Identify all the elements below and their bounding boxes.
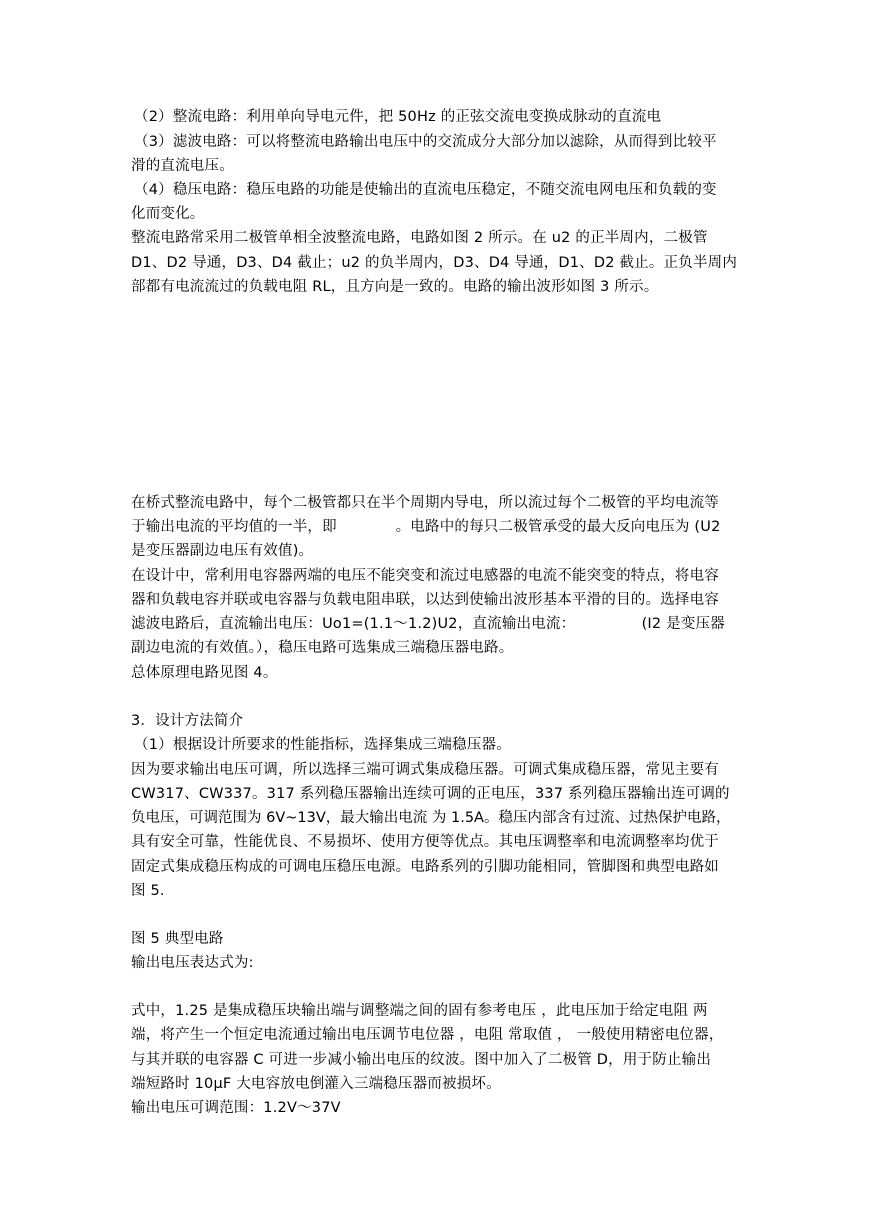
- text-line: 在桥式整流电路中，每个二极管都只在半个周期内导电，所以流过每个二极管的平均电流等: [131, 495, 719, 511]
- text-line: 固定式集成稳压构成的可调电压稳压电源。电路系列的引脚功能相同，管脚图和典型电路如: [131, 859, 719, 875]
- text-line: 与其并联的电容器 C 可进一步减小输出电压的纹波。图中加入了二极管 D，用于防止输出: [131, 1052, 712, 1068]
- text-line: 整流电路常采用二极管单相全波整流电路，电路如图 2 所示。在 u2 的正半周内，二极管: [131, 230, 708, 246]
- text-line: 输出电压可调范围：1.2V～37V: [131, 1100, 341, 1116]
- text-line: 于输出电流的平均值的一半，即 。电路中的每只二极管承受的最大反向电压为 (U2: [131, 519, 721, 535]
- text-line: 化而变化。: [131, 206, 205, 222]
- section-heading: 3．设计方法简介: [131, 713, 244, 729]
- text-line: 是变压器副边电压有效值)。: [131, 543, 314, 559]
- text-line: 输出电压表达式为:: [131, 955, 254, 971]
- text-line: （1）根据设计所要求的性能指标，选择集成三端稳压器。: [134, 737, 511, 753]
- text-line: 在设计中，常利用电容器两端的电压不能突变和流过电感器的电流不能突变的特点，将电容: [131, 568, 719, 584]
- text-line: 图 5.: [131, 883, 165, 899]
- text-line: （4）稳压电路：稳压电路的功能是使输出的直流电压稳定，不随交流电网电压和负载的变: [134, 182, 717, 198]
- text-line: 端，将产生一个恒定电流通过输出电压调节电位器 ，电阻 常取值 ， 一般使用精密电位器，: [131, 1027, 724, 1043]
- text-line: （3）滤波电路：可以将整流电路输出电压中的交流成分大部分加以滤除，从而得到比较平: [134, 134, 717, 150]
- text-line: 负电压，可调范围为 6V~13V，最大输出电流 为 1.5A。稳压内部含有过流、过热保护电路，: [131, 810, 731, 826]
- text-line: D1、D2 导通，D3、D4 截止；u2 的负半周内，D3、D4 导通，D1、D2 截止。正负半周内: [131, 255, 738, 271]
- text-line: 式中，1.25 是集成稳压块输出端与调整端之间的固有参考电压 ，此电压加于给定电阻 两: [131, 1003, 708, 1019]
- text-line: 具有安全可靠，性能优良、不易损坏、使用方便等优点。其电压调整率和电流调整率均优于: [131, 834, 719, 850]
- text-line: 端短路时 10μF 大电容放电倒灌入三端稳压器而被损坏。: [131, 1076, 501, 1092]
- text-line: CW317、CW337。317 系列稳压器输出连续可调的正电压，337 系列稳压器输出连可调的: [131, 786, 730, 802]
- text-line: 滑的直流电压。: [131, 158, 234, 174]
- text-line: 因为要求输出电压可调，所以选择三端可调式集成稳压器。可调式集成稳压器，常见主要有: [131, 762, 719, 778]
- text-line: 器和负载电容并联或电容器与负载电阻串联，以达到使输出波形基本平滑的目的。选择电容: [131, 592, 719, 608]
- text-line: 滤波电路后，直流输出电压：Uo1=(1.1～1.2)U2，直流输出电流： (I2 是变压器: [131, 616, 725, 632]
- text-line: 总体原理电路见图 4。: [131, 665, 278, 681]
- figure-caption: 图 5 典型电路: [131, 931, 224, 947]
- text-line: 部都有电流流过的负载电阻 RL，且方向是一致的。电路的输出波形如图 3 所示。: [131, 279, 659, 295]
- text-line: 副边电流的有效值。），稳压电路可选集成三端稳压器电路。: [131, 640, 514, 656]
- text-line: （2）整流电路：利用单向导电元件，把 50Hz 的正弦交流电变换成脉动的直流电: [134, 109, 662, 125]
